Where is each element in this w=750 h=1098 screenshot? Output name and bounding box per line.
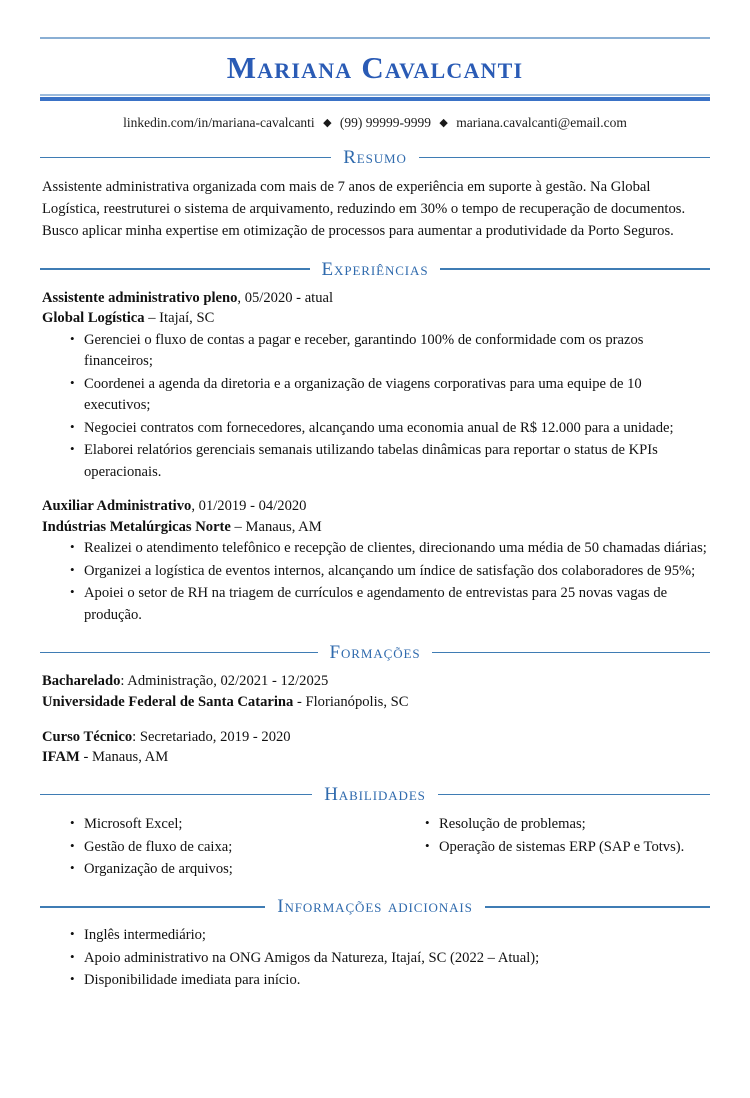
section-rule-right (440, 268, 710, 270)
section-title-experiencias: Experiências (321, 258, 429, 280)
education-degree: Curso Técnico (42, 728, 133, 745)
education-institution: IFAM (42, 749, 80, 766)
section-rule-right (438, 794, 710, 796)
section-title-informacoes: Informações adicionais (277, 896, 473, 918)
skills-list-left (40, 814, 375, 880)
list-item: • Apoiei o setor de RH na triagem de currículos e agendamento de entrevistas para 25 novas vagas de produção. (70, 583, 710, 626)
section-title-habilidades: Habilidades (324, 784, 426, 806)
section-header-resumo (40, 148, 710, 167)
skills-list-right (395, 814, 710, 858)
header-rule-thin (40, 94, 710, 96)
education-entry (40, 671, 710, 712)
section-header-experiencias (40, 260, 710, 279)
experience-bullet-list (40, 330, 710, 483)
experience-location: – Manaus, AM (230, 518, 322, 535)
section-rule-left (40, 906, 265, 908)
experience-entry (40, 496, 710, 626)
experience-company-line (42, 517, 710, 538)
section-rule-left (40, 157, 331, 159)
education-degree-detail: : Secretariado, 2019 - 2020 (132, 728, 291, 745)
header-double-rule (40, 94, 710, 101)
page-title: Mariana Cavalcanti (226, 50, 524, 85)
section-header-informacoes (40, 897, 710, 916)
education-degree-detail: : Administração, 02/2021 - 12/2025 (120, 673, 329, 690)
education-institution-line (42, 747, 710, 768)
list-item: • Operação de sistemas ERP (SAP e Totvs). (425, 837, 710, 858)
section-title-formacoes: Formações (329, 642, 421, 664)
list-item: • Resolução de problemas; (425, 814, 710, 835)
section-rule-right (432, 652, 710, 654)
education-degree: Bacharelado (42, 673, 121, 690)
list-item: • Gestão de fluxo de caixa; (70, 837, 375, 858)
list-item: • Negociei contratos com fornecedores, alcançando uma economia anual de R$ 12.000 para a unidade; (70, 418, 710, 439)
section-rule-right (419, 157, 710, 159)
experience-period: , 05/2020 - atual (237, 289, 334, 306)
experience-entry (40, 288, 710, 484)
experience-company: Global Logística (42, 310, 145, 327)
contact-phone[interactable]: (99) 99999-9999 (339, 115, 432, 130)
section-rule-left (40, 268, 310, 270)
section-rule-left (40, 652, 318, 654)
list-item: • Coordenei a agenda da diretoria e a organização de viagens corporativas para uma equipe de 10 executivos; (70, 374, 710, 417)
education-institution-line (42, 692, 710, 713)
list-item: • Inglês intermediário; (70, 925, 710, 946)
additional-info-list (40, 925, 710, 991)
resume-page (0, 37, 750, 1098)
education-institution: Universidade Federal de Santa Catarina (42, 693, 294, 710)
experience-role-line (42, 288, 710, 309)
experience-bullet-list (40, 538, 710, 626)
skills-column-left (40, 813, 375, 880)
education-entry (40, 727, 710, 768)
section-title-resumo: Resumo (343, 147, 407, 168)
list-item: • Microsoft Excel; (70, 814, 375, 835)
list-item: • Realizei o atendimento telefônico e recepção de clientes, direcionando uma média de 50 chamadas diárias; (70, 538, 710, 559)
experience-role: Auxiliar Administrativo (42, 498, 192, 515)
contact-email[interactable]: mariana.cavalcanti@email.com (456, 115, 627, 130)
list-item: • Apoio administrativo na ONG Amigos da Natureza, Itajaí, SC (2022 – Atual); (70, 948, 710, 969)
section-header-habilidades (40, 785, 710, 804)
header-rule-thick (40, 97, 710, 101)
list-item: • Organização de arquivos; (70, 859, 375, 880)
experience-location: – Itajaí, SC (144, 310, 215, 327)
list-item: • Gerenciei o fluxo de contas a pagar e receber, garantindo 100% de conformidade com os prazos financeiros; (70, 330, 710, 373)
skills-column-right (375, 813, 710, 880)
list-item: • Disponibilidade imediata para início. (70, 970, 710, 991)
skills-columns (40, 813, 710, 880)
list-item: • Elaborei relatórios gerenciais semanais utilizando tabelas dinâmicas para reportar o status de KPIs operacionais. (70, 440, 710, 483)
experience-role: Assistente administrativo pleno (42, 289, 238, 306)
section-rule-left (40, 794, 312, 796)
list-item: • Organizei a logística de eventos internos, alcançando um índice de satisfação dos colaboradores de 95%; (70, 561, 710, 582)
summary-text: Assistente administrativa organizada com mais de 7 anos de experiência em suporte à gestão. Na Global Logística, reestruturei o sistema de arquivamento, reduzindo em 30% o tempo de recuperação de documentos. Busco aplicar minha expertise em otimização de processos para aumentar a produtividade da Porto Seguros. (42, 179, 686, 240)
experience-company-line (42, 308, 710, 329)
education-degree-line (42, 727, 710, 748)
experience-company: Indústrias Metalúrgicas Norte (42, 518, 231, 535)
education-degree-line (42, 671, 710, 692)
contact-line (40, 101, 710, 131)
experience-period: , 01/2019 - 04/2020 (191, 498, 307, 515)
diamond-separator-icon: ◆ (323, 117, 332, 129)
contact-linkedin[interactable]: linkedin.com/in/mariana-cavalcanti (123, 115, 315, 130)
education-institution-detail: - Manaus, AM (79, 749, 169, 766)
section-rule-right (485, 906, 710, 908)
experience-role-line (42, 496, 710, 517)
section-header-formacoes (40, 643, 710, 662)
education-institution-detail: - Florianópolis, SC (293, 693, 409, 710)
diamond-separator-icon: ◆ (439, 117, 448, 129)
